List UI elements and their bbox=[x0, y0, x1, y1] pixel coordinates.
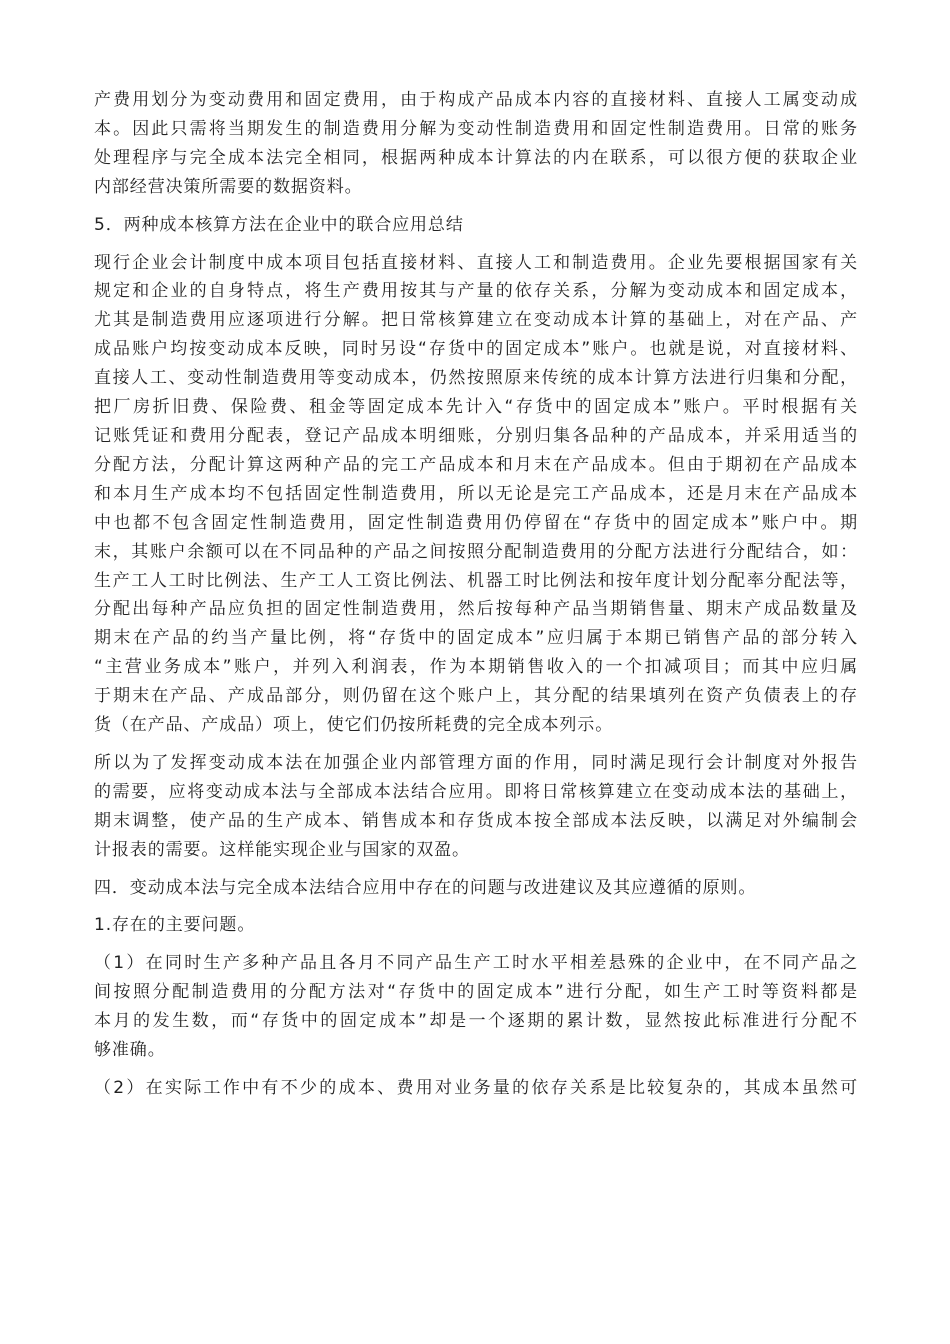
text-line: 生产工人工时比例法、生产工人工资比例法、机器工时比例法和按年度计划分配率分配法等， bbox=[94, 570, 858, 591]
text-line: 内部经营决策所需要的数据资料。 bbox=[94, 176, 363, 197]
document-page bbox=[94, 86, 858, 1112]
text-line: 本。因此只需将当期发生的制造费用分解为变动性制造费用和固定性制造费用。日常的账务 bbox=[94, 118, 858, 139]
subsection-heading-1: 1.存在的主要问题。 bbox=[94, 915, 256, 936]
text-line: 和本月生产成本均不包括固定性制造费用，所以无论是完工产品成本，还是月末在产品成本 bbox=[94, 483, 858, 504]
paragraph-combined-application bbox=[94, 249, 858, 740]
text-line: 的需要，应将变动成本法与全部成本法结合应用。即将日常核算建立在变动成本法的基础上， bbox=[94, 781, 858, 802]
text-line: 计报表的需要。这样能实现企业与国家的双盈。 bbox=[94, 839, 470, 860]
text-line: 记账凭证和费用分配表，登记产品成本明细账，分别归集各品种的产品成本，并采用适当的 bbox=[94, 425, 858, 446]
text-line: 分配方法，分配计算这两种产品的完工产品成本和月末在产品成本。但由于期初在产品成本 bbox=[94, 454, 858, 475]
text-line: 够准确。 bbox=[94, 1040, 166, 1061]
text-line: “主营业务成本”账户，并列入利润表，作为本期销售收入的一个扣减项目；而其中应归属 bbox=[94, 657, 858, 678]
text-line: 货（在产品、产成品）项上，使它们仍按所耗费的完全成本列示。 bbox=[94, 715, 614, 736]
text-line: 期末调整，使产品的生产成本、销售成本和存货成本按全部成本法反映，以满足对外编制会 bbox=[94, 810, 858, 831]
text-line: 成品账户均按变动成本反映，同时另设“存货中的固定成本”账户。也就是说，对直接材料、 bbox=[94, 339, 858, 360]
text-line: 产费用划分为变动费用和固定费用，由于构成产品成本内容的直接材料、直接人工属变动成 bbox=[94, 90, 858, 110]
text-line: 末，其账户余额可以在不同品种的产品之间按照分配制造费用的分配方法进行分配结合，如： bbox=[94, 541, 858, 562]
text-line: 所以为了发挥变动成本法在加强企业内部管理方面的作用，同时满足现行会计制度对外报告 bbox=[94, 752, 858, 773]
text-line: （1）在同时生产多种产品且各月不同产品生产工时水平相差悬殊的企业中，在不同产品之 bbox=[94, 953, 858, 974]
paragraph-problem-2 bbox=[94, 1074, 858, 1103]
text-line: 分配出每种产品应负担的固定性制造费用，然后按每种产品当期销售量、期末产成品数量及 bbox=[94, 599, 858, 620]
paragraph-conclusion bbox=[94, 749, 858, 865]
text-line: 规定和企业的自身特点，将生产费用按其与产量的依存关系，分解为变动成本和固定成本， bbox=[94, 281, 858, 302]
section-heading-5: 5．两种成本核算方法在企业中的联合应用总结 bbox=[94, 214, 464, 235]
section-heading-4: 四．变动成本法与完全成本法结合应用中存在的问题与改进建议及其应遵循的原则。 bbox=[94, 877, 757, 898]
text-line: （2）在实际工作中有不少的成本、费用对业务量的依存关系是比较复杂的，其成本虽然可 bbox=[94, 1078, 858, 1098]
paragraph-problem-1 bbox=[94, 949, 858, 1065]
text-line: 于期末在产品、产成品部分，则仍留在这个账户上，其分配的结果填列在资产负债表上的存 bbox=[94, 686, 858, 707]
text-line: 尤其是制造费用应逐项进行分解。把日常核算建立在变动成本计算的基础上，对在产品、产 bbox=[94, 310, 858, 331]
text-line: 直接人工、变动性制造费用等变动成本，仍然按照原来传统的成本计算方法进行归集和分配， bbox=[94, 368, 858, 389]
text-line: 中也都不包含固定性制造费用，固定性制造费用仍停留在“存货中的固定成本”账户中。期 bbox=[94, 512, 858, 533]
text-line: 处理程序与完全成本法完全相同，根据两种成本计算法的内在联系，可以很方便的获取企业 bbox=[94, 147, 858, 168]
paragraph-cost-classification bbox=[94, 86, 858, 202]
text-line: 现行企业会计制度中成本项目包括直接材料、直接人工和制造费用。企业先要根据国家有关 bbox=[94, 252, 858, 273]
text-line: 把厂房折旧费、保险费、租金等固定成本先计入“存货中的固定成本”账户。平时根据有关 bbox=[94, 397, 858, 418]
text-line: 期末在产品的约当产量比例，将“存货中的固定成本”应归属于本期已销售产品的部分转入 bbox=[94, 628, 858, 649]
text-line: 间按照分配制造费用的分配方法对“存货中的固定成本”进行分配，如生产工时等资料都是 bbox=[94, 982, 858, 1003]
text-line: 本月的发生数，而“存货中的固定成本”却是一个逐期的累计数，显然按此标准进行分配不 bbox=[94, 1011, 858, 1032]
